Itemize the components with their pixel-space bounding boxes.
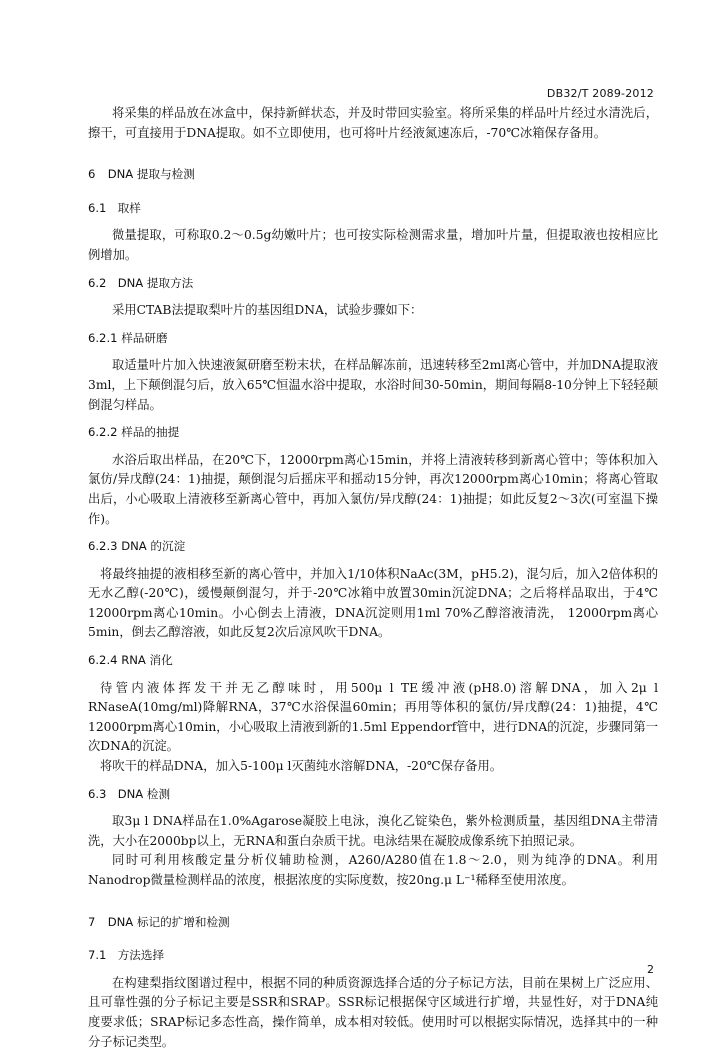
paragraph: 将最终抽提的液相移至新的离心管中，并加入1/10体积NaAc(3M，pH5.2)，混匀后，加入2倍体积的无水乙醇(-20℃)，缓慢颠倒混匀，并于-20℃冰箱中放置30min沉淀DNA；之后将样品取出，于4℃ 12000rpm离心10min。小心倒去上清液，DNA沉淀则用1ml 70%乙醇溶液清洗， 12000rpm离心5min，倒去乙醇溶液，如此反复2次后凉风吹干DNA。	[88, 566, 658, 640]
section-number: 7	[88, 914, 96, 929]
paragraph: 在构建梨指纹图谱过程中，根据不同的种质资源选择合适的分子标记方法，目前在果树上广泛应用、且可靠性强的分子标记主要是SSR和SRAP。SSR标记根据保守区域进行扩增，共显性好，对于DNA纯度要求低；SRAP标记多态性高，操作简单，成本相对较低。使用时可以根据实际情况，选择其中的一种分子标记类型。	[88, 975, 658, 1049]
section-number: 6.2.1	[88, 330, 118, 345]
section-title: 样品研磨	[121, 330, 168, 345]
section-number: 6.2	[88, 275, 107, 290]
section-6-1-heading	[88, 199, 658, 219]
section-title: 方法选择	[117, 948, 165, 963]
section-number: 6	[88, 167, 96, 182]
paragraph: 取适量叶片加入快速液氮研磨至粉末状，在样品解冻前，迅速转移至2ml离心管中，并加DNA提取液3ml，上下颠倒混匀后，放入65℃恒温水浴中提取，水浴时间30-50min，期间每隔8-10分钟上下轻轻颠倒混匀样品。	[88, 358, 658, 412]
paragraph: 同时可利用核酸定量分析仪辅助检测，A260/A280值在1.8～2.0，则为纯净的DNA。利用Nanodrop微量检测样品的浓度，根据浓度的实际度数，按20ng.μ L⁻¹稀释至使用浓度。	[88, 853, 658, 887]
section-6-heading	[88, 165, 658, 185]
section-number: 7.1	[88, 948, 107, 963]
paragraph: 微量提取，可称取0.2～0.5g幼嫩叶片；也可按实际检测需求量，增加叶片量，但提取液也按相应比例增加。	[88, 228, 658, 262]
paragraph: 采用CTAB法提取梨叶片的基因组DNA，试验步骤如下：	[112, 303, 423, 318]
section-6-2-heading	[88, 274, 658, 294]
section-title: 取样	[117, 200, 141, 215]
section-6-3-heading	[88, 785, 658, 805]
section-title: DNA 标记的扩增和检测	[107, 914, 230, 929]
section-7-heading	[88, 913, 658, 933]
section-number: 6.2.2	[88, 425, 118, 440]
paragraph: 将吹干的样品DNA，加入5-100μ l灭菌纯水溶解DNA，-20℃保存备用。	[100, 759, 503, 774]
section-6-2-4-heading	[88, 651, 658, 671]
paragraph: 取3μ l DNA样品在1.0%Agarose凝胶上电泳，溴化乙锭染色，紫外检测质量，基因组DNA主带清洗，大小在2000bp以上，无RNA和蛋白杂质干扰。电泳结果在凝胶成像系统下拍照记录。	[88, 814, 658, 848]
section-title: RNA 消化	[121, 653, 173, 668]
section-title: DNA 的沉淀	[121, 539, 186, 554]
section-number: 6.1	[88, 200, 107, 215]
section-number: 6.2.4	[88, 653, 118, 668]
paragraph: 待管内液体挥发干并无乙醇味时，用500μ l TE缓冲液(pH8.0)溶解DNA，加入2μ l RNaseA(10mg/ml)降解RNA，37℃水浴保温60min；再用等体积的氯仿/异戊醇(24：1)抽提，4℃ 12000rpm离心10min，小心吸取上清液到新的1.5ml Eppendorf管中，进行DNA的沉淀，步骤同第一次DNA的沉淀。	[88, 680, 658, 754]
document-body	[88, 104, 658, 1052]
section-title: DNA 检测	[117, 786, 171, 801]
section-6-2-2-heading	[88, 423, 658, 443]
section-6-2-1-heading	[88, 329, 658, 349]
doc-code-header: DB32/T 2089-2012	[546, 87, 654, 100]
section-title: DNA 提取方法	[117, 275, 194, 290]
page-number: 2	[647, 963, 654, 976]
section-number: 6.2.3	[88, 539, 118, 554]
section-title: 样品的抽提	[121, 425, 180, 440]
section-title: DNA 提取与检测	[107, 167, 195, 182]
section-6-2-3-heading	[88, 537, 658, 557]
paragraph: 水浴后取出样品，在20℃下，12000rpm离心15min，并将上清液转移到新离心管中；等体积加入氯仿/异戊醇(24：1)抽提，颠倒混匀后摇床平和摇动15分钟，再次12000rpm离心10min；将离心管取出后，小心吸取上清液移至新离心管中，再加入氯仿/异戊醇(24：1)抽提；如此反复2～3次(可室温下操作)。	[88, 452, 658, 526]
section-7-1-heading	[88, 946, 658, 966]
intro-paragraph: 将采集的样品放在冰盒中，保持新鲜状态，并及时带回实验室。将所采集的样品叶片经过水清洗后，擦干，可直接用于DNA提取。如不立即使用，也可将叶片经液氮速冻后，-70℃冰箱保存备用。	[88, 106, 658, 140]
section-number: 6.3	[88, 786, 107, 801]
